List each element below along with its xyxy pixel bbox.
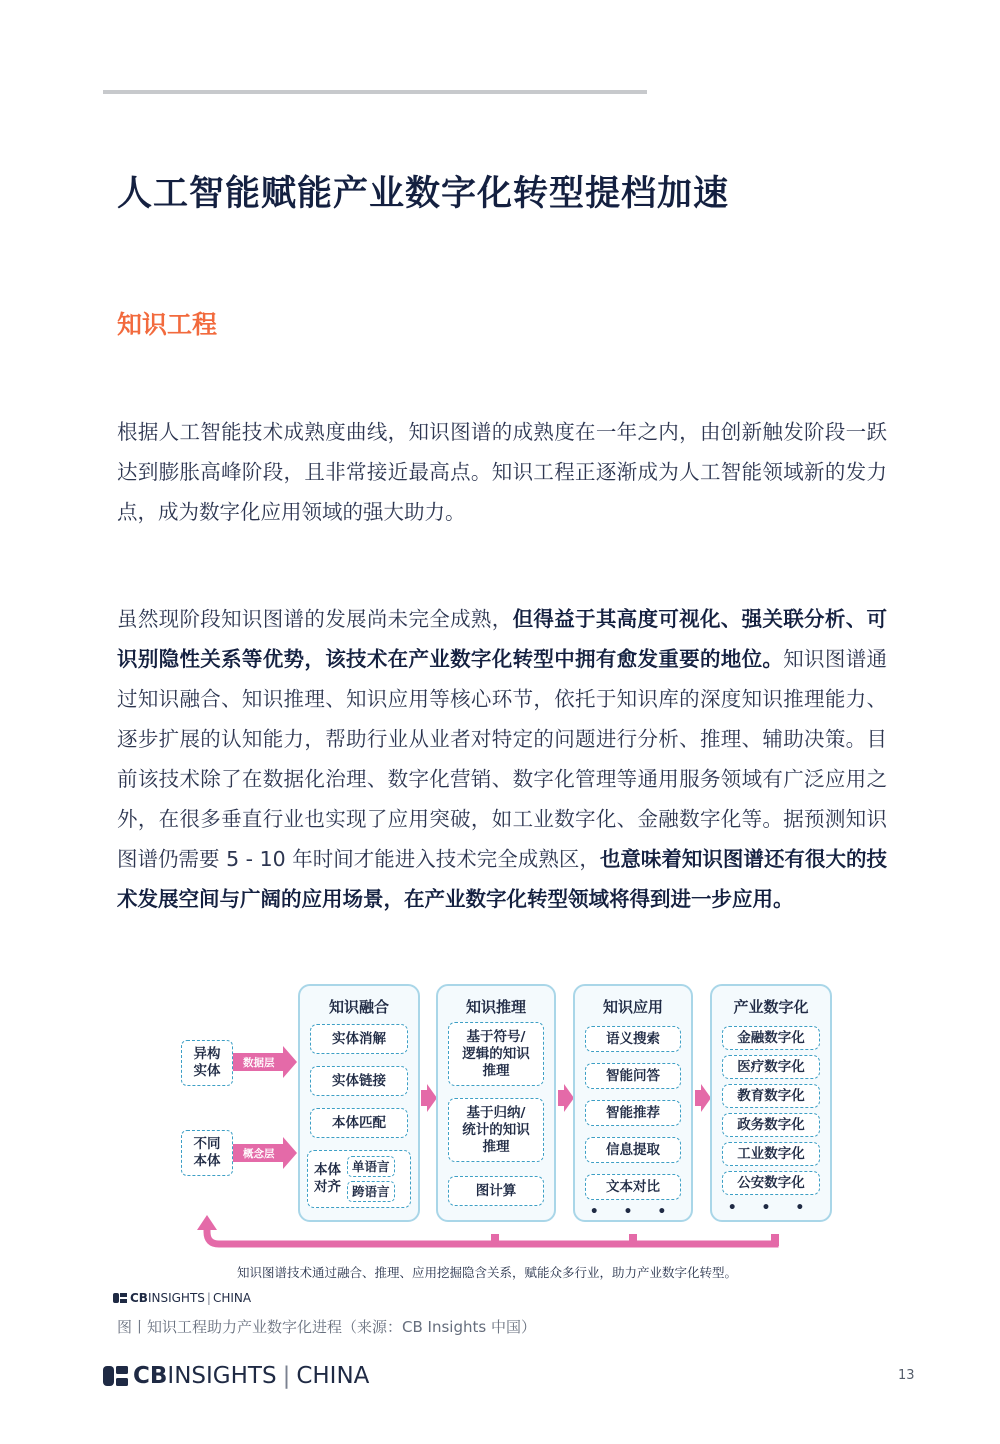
fusion-item: 本体匹配 <box>310 1108 408 1138</box>
application-item: 文本对比 <box>585 1174 681 1200</box>
source-1-line1: 异构 <box>193 1046 221 1062</box>
application-item: 语义搜索 <box>585 1026 681 1052</box>
source-2-line2: 本体 <box>193 1153 221 1169</box>
top-divider <box>103 90 647 94</box>
industry-digitization-column <box>710 984 832 1222</box>
application-item: 信息提取 <box>585 1137 681 1163</box>
footer-logo-china: CHINA <box>296 1363 370 1389</box>
paragraph-2-bold2: 也意味着知识图谱还有很大的技术发展空间与广阔的应用场景，在产业数字化转型领域将得到进一步应用。 <box>117 847 888 911</box>
reasoning-2-line2: 统计的知识 <box>462 1121 530 1138</box>
reasoning-item <box>448 1098 544 1162</box>
cb-logo-icon <box>103 1366 128 1386</box>
logo-insights: INSIGHTS <box>147 1291 205 1305</box>
source-different-ontology <box>181 1130 233 1176</box>
knowledge-reasoning-column <box>436 984 556 1222</box>
paragraph-2-part1: 虽然现阶段知识图谱的发展尚未完全成熟， <box>117 607 513 631</box>
monolingual-tag: 单语言 <box>347 1156 395 1177</box>
page-number: 13 <box>898 1368 915 1383</box>
reasoning-title: 知识推理 <box>465 998 526 1016</box>
paragraph-1: 根据人工智能技术成熟度曲线，知识图谱的成熟度在一年之内，由创新触发阶段一跃达到膨胀高峰阶段，且非常接近最高点。知识工程正逐渐成为人工智能领域新的发力点，成为数字化应用领域的强大助力。 <box>117 420 887 524</box>
cb-logo-icon <box>113 1293 127 1303</box>
knowledge-engineering-diagram <box>175 978 845 1278</box>
alignment-line1: 本体 <box>314 1162 341 1178</box>
reasoning-1-line3: 推理 <box>482 1062 510 1079</box>
application-item: 智能问答 <box>585 1063 681 1089</box>
source-2-line1: 不同 <box>193 1136 221 1152</box>
diagram-bottom-caption: 知识图谱技术通过融合、推理、应用挖掘隐含关系，赋能众多行业，助力产业数字化转型。 <box>237 1265 738 1280</box>
industry-item: 医疗数字化 <box>722 1055 820 1079</box>
concept-layer-label: 概念层 <box>243 1148 275 1160</box>
industry-item: 公安数字化 <box>722 1171 820 1195</box>
reasoning-to-application-arrow <box>558 1084 574 1112</box>
fusion-item: 实体消解 <box>310 1024 408 1054</box>
reasoning-1-line2: 逻辑的知识 <box>462 1045 530 1062</box>
paragraph-2 <box>117 599 887 919</box>
logo-separator: | <box>206 1291 211 1305</box>
industry-item: 教育数字化 <box>722 1084 820 1108</box>
loop-tick-1 <box>491 1234 499 1246</box>
reasoning-2-line1: 基于归纳/ <box>466 1104 526 1121</box>
logo-cb: CB <box>130 1291 148 1305</box>
source-1-line2: 实体 <box>193 1063 221 1079</box>
footer-logo <box>103 1363 369 1389</box>
knowledge-fusion-column <box>298 984 420 1222</box>
graph-computing-item: 图计算 <box>448 1176 544 1206</box>
footer-logo-insights: INSIGHTS <box>167 1363 277 1389</box>
fusion-title: 知识融合 <box>328 998 389 1016</box>
crosslingual-tag: 跨语言 <box>347 1181 395 1202</box>
reasoning-1-line1: 基于符号/ <box>466 1028 526 1045</box>
reasoning-2-line3: 推理 <box>482 1138 510 1155</box>
fusion-to-reasoning-arrow <box>421 1084 437 1112</box>
source-heterogeneous-entity <box>181 1040 233 1086</box>
industry-ellipsis: • • • <box>727 1200 815 1216</box>
application-title: 知识应用 <box>602 998 663 1016</box>
paragraph-2-bold1: 但得益于其高度可视化、强关联分析、可识别隐性关系等优势，该技术在产业数字化转型中拥有愈发重要的地位。 <box>117 607 888 671</box>
alignment-line2: 对齐 <box>314 1179 341 1195</box>
application-to-industry-arrow <box>695 1084 711 1112</box>
footer-logo-cb: CB <box>133 1363 168 1389</box>
figure-caption: 图丨知识工程助力产业数字化进程（来源：CB Insights 中国） <box>117 1318 536 1336</box>
application-ellipsis: • • • <box>589 1204 677 1220</box>
loop-tick-3 <box>771 1234 779 1246</box>
figure-source-logo <box>113 1291 251 1305</box>
industry-title: 产业数字化 <box>733 998 809 1016</box>
data-layer-label: 数据层 <box>243 1057 275 1069</box>
logo-china: CHINA <box>212 1291 252 1305</box>
loop-tick-2 <box>629 1234 637 1246</box>
fusion-item: 实体链接 <box>310 1066 408 1096</box>
ontology-alignment-box <box>307 1150 411 1208</box>
page-title: 人工智能赋能产业数字化转型提档加速 <box>117 174 730 214</box>
knowledge-application-column <box>573 984 693 1222</box>
industry-item: 金融数字化 <box>722 1026 820 1050</box>
paragraph-2-part2: 知识图谱通过知识融合、知识推理、知识应用等核心环节，依托于知识库的深度知识推理能力、逐步扩展的认知能力，帮助行业从业者对特定的问题进行分析、推理、辅助决策。目前该技术除了在数据化治理、数字化营销、数字化管理等通用服务领域有广泛应用之外，在很多垂直行业也实现了应用突破，如工业数字化、金融数字化等。据预测知识图谱仍需要 5 - 10 年时间才能进入技术完全成熟区， <box>117 647 888 871</box>
section-heading: 知识工程 <box>117 310 218 339</box>
industry-item: 工业数字化 <box>722 1142 820 1166</box>
reasoning-item <box>448 1022 544 1086</box>
application-item: 智能推荐 <box>585 1100 681 1126</box>
footer-logo-separator: | <box>282 1363 291 1389</box>
feedback-arrowhead <box>197 1215 217 1230</box>
industry-item: 政务数字化 <box>722 1113 820 1137</box>
